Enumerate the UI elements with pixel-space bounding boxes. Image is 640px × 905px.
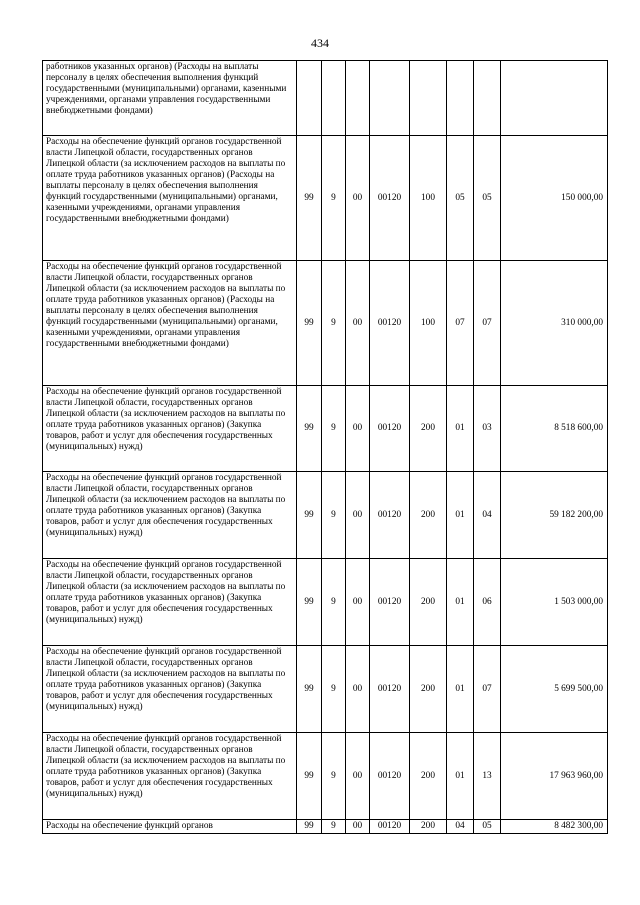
cell-direction bbox=[370, 61, 410, 136]
cell-amount: 1 503 000,00 bbox=[501, 559, 608, 646]
cell-subprogram: 9 bbox=[322, 386, 346, 472]
cell-section: 01 bbox=[447, 386, 474, 472]
cell-program: 99 bbox=[297, 261, 322, 386]
table-row bbox=[43, 386, 608, 472]
table-row bbox=[43, 472, 608, 559]
cell-expense-type: 200 bbox=[410, 733, 447, 820]
row-description: Расходы на обеспечение функций органов bbox=[43, 820, 297, 834]
cell-program: 99 bbox=[297, 136, 322, 261]
row-description: Расходы на обеспечение функций органов государственной власти Липецкой области, государственных органов Липецкой области (за исключением расходов на выплаты по оплате труда работников указанных органов) (Закупка товаров, работ и услуг для обеспечения государственных (муниципальных) нужд) bbox=[43, 472, 297, 559]
row-description: Расходы на обеспечение функций органов государственной власти Липецкой области, государственных органов Липецкой области (за исключением расходов на выплаты по оплате труда работников указанных органов) (Закупка товаров, работ и услуг для обеспечения государственных (муниципальных) нужд) bbox=[43, 646, 297, 733]
cell-section: 01 bbox=[447, 472, 474, 559]
cell-main-event: 00 bbox=[346, 472, 370, 559]
cell-direction: 00120 bbox=[370, 136, 410, 261]
cell-expense-type: 200 bbox=[410, 472, 447, 559]
cell-amount: 17 963 960,00 bbox=[501, 733, 608, 820]
cell-subprogram: 9 bbox=[322, 472, 346, 559]
cell-direction: 00120 bbox=[370, 386, 410, 472]
cell-direction: 00120 bbox=[370, 646, 410, 733]
table-row bbox=[43, 136, 608, 261]
cell-program bbox=[297, 61, 322, 136]
table-row bbox=[43, 61, 608, 136]
cell-subprogram: 9 bbox=[322, 136, 346, 261]
cell-direction: 00120 bbox=[370, 472, 410, 559]
cell-program: 99 bbox=[297, 386, 322, 472]
cell-subprogram: 9 bbox=[322, 559, 346, 646]
table-row bbox=[43, 261, 608, 386]
cell-subsection: 07 bbox=[474, 261, 501, 386]
cell-expense-type: 200 bbox=[410, 820, 447, 834]
cell-program: 99 bbox=[297, 733, 322, 820]
cell-expense-type: 200 bbox=[410, 386, 447, 472]
cell-direction: 00120 bbox=[370, 733, 410, 820]
cell-section: 05 bbox=[447, 136, 474, 261]
cell-subsection: 03 bbox=[474, 386, 501, 472]
cell-amount: 8 518 600,00 bbox=[501, 386, 608, 472]
cell-amount: 150 000,00 bbox=[501, 136, 608, 261]
cell-subsection: 05 bbox=[474, 136, 501, 261]
cell-amount: 310 000,00 bbox=[501, 261, 608, 386]
cell-section: 01 bbox=[447, 559, 474, 646]
table-row bbox=[43, 559, 608, 646]
row-description: работников указанных органов) (Расходы на выплаты персоналу в целях обеспечения выполнения функций государственными (муниципальными) органами, казенными учреждениями, органами управления государственными внебюджетными фондами) bbox=[43, 61, 297, 136]
cell-expense-type: 200 bbox=[410, 646, 447, 733]
cell-program: 99 bbox=[297, 646, 322, 733]
table-row bbox=[43, 733, 608, 820]
table-row bbox=[43, 820, 608, 834]
cell-section: 04 bbox=[447, 820, 474, 834]
cell-subprogram: 9 bbox=[322, 820, 346, 834]
cell-expense-type: 100 bbox=[410, 261, 447, 386]
cell-amount: 8 482 300,00 bbox=[501, 820, 608, 834]
cell-main-event: 00 bbox=[346, 261, 370, 386]
cell-program: 99 bbox=[297, 820, 322, 834]
cell-direction: 00120 bbox=[370, 820, 410, 834]
cell-program: 99 bbox=[297, 559, 322, 646]
cell-subprogram: 9 bbox=[322, 261, 346, 386]
row-description: Расходы на обеспечение функций органов государственной власти Липецкой области, государственных органов Липецкой области (за исключением расходов на выплаты по оплате труда работников указанных органов) (Закупка товаров, работ и услуг для обеспечения государственных (муниципальных) нужд) bbox=[43, 733, 297, 820]
cell-subsection: 13 bbox=[474, 733, 501, 820]
cell-subsection: 06 bbox=[474, 559, 501, 646]
cell-main-event: 00 bbox=[346, 386, 370, 472]
row-description: Расходы на обеспечение функций органов государственной власти Липецкой области, государственных органов Липецкой области (за исключением расходов на выплаты по оплате труда работников указанных органов) (Расходы на выплаты персоналу в целях обеспечения выполнения функций государственными (муниципальными) органами, казенными учреждениями, органами управления государственными внебюджетными фондами) bbox=[43, 136, 297, 261]
table-row bbox=[43, 646, 608, 733]
cell-main-event bbox=[346, 61, 370, 136]
row-description: Расходы на обеспечение функций органов государственной власти Липецкой области, государственных органов Липецкой области (за исключением расходов на выплаты по оплате труда работников указанных органов) (Закупка товаров, работ и услуг для обеспечения государственных (муниципальных) нужд) bbox=[43, 386, 297, 472]
row-description: Расходы на обеспечение функций органов государственной власти Липецкой области, государственных органов Липецкой области (за исключением расходов на выплаты по оплате труда работников указанных органов) (Закупка товаров, работ и услуг для обеспечения государственных (муниципальных) нужд) bbox=[43, 559, 297, 646]
cell-section bbox=[447, 61, 474, 136]
cell-amount: 59 182 200,00 bbox=[501, 472, 608, 559]
cell-expense-type bbox=[410, 61, 447, 136]
cell-section: 01 bbox=[447, 733, 474, 820]
page-number: 434 bbox=[311, 36, 329, 50]
cell-direction: 00120 bbox=[370, 559, 410, 646]
cell-subsection bbox=[474, 61, 501, 136]
cell-section: 01 bbox=[447, 646, 474, 733]
cell-program: 99 bbox=[297, 472, 322, 559]
cell-subsection: 04 bbox=[474, 472, 501, 559]
cell-amount: 5 699 500,00 bbox=[501, 646, 608, 733]
cell-main-event: 00 bbox=[346, 733, 370, 820]
cell-expense-type: 100 bbox=[410, 136, 447, 261]
cell-amount bbox=[501, 61, 608, 136]
cell-subprogram bbox=[322, 61, 346, 136]
cell-subsection: 07 bbox=[474, 646, 501, 733]
cell-section: 07 bbox=[447, 261, 474, 386]
cell-direction: 00120 bbox=[370, 261, 410, 386]
cell-subprogram: 9 bbox=[322, 646, 346, 733]
cell-subprogram: 9 bbox=[322, 733, 346, 820]
cell-subsection: 05 bbox=[474, 820, 501, 834]
cell-expense-type: 200 bbox=[410, 559, 447, 646]
cell-main-event: 00 bbox=[346, 646, 370, 733]
row-description: Расходы на обеспечение функций органов государственной власти Липецкой области, государственных органов Липецкой области (за исключением расходов на выплаты по оплате труда работников указанных органов) (Расходы на выплаты персоналу в целях обеспечения выполнения функций государственными (муниципальными) органами, казенными учреждениями, органами управления государственными внебюджетными фондами) bbox=[43, 261, 297, 386]
cell-main-event: 00 bbox=[346, 136, 370, 261]
budget-table bbox=[42, 60, 608, 834]
cell-main-event: 00 bbox=[346, 820, 370, 834]
cell-main-event: 00 bbox=[346, 559, 370, 646]
